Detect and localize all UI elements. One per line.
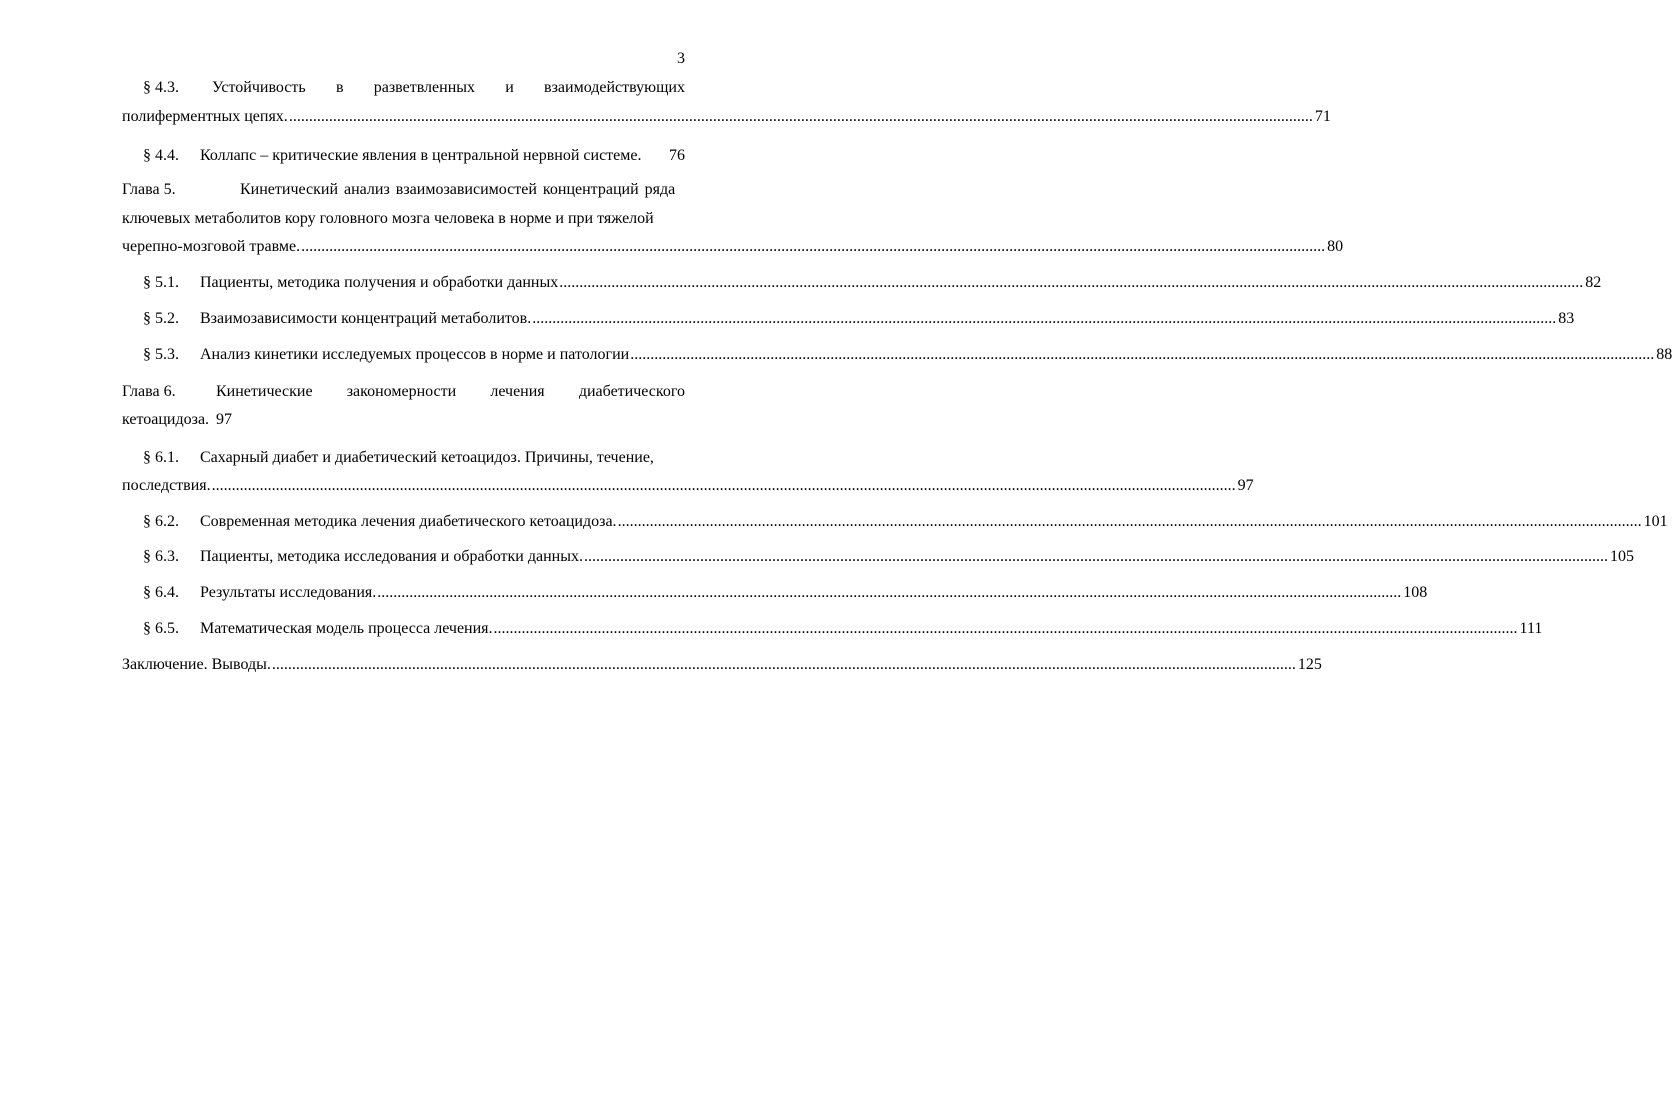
page-ref: 83 [1558,310,1575,327]
title-continuation: полиферментных цепях. [122,108,288,125]
chapter-number: Глава 5. [122,181,176,198]
section-title-line [200,447,685,469]
toc-entry-5-3 [0,344,1672,366]
section-title-line [200,344,1672,366]
dot-leader: ................................................................................................................................................................................................................................................................ [583,548,1608,565]
section-title-line [200,272,1602,294]
section-title: Результаты исследования. [200,584,377,601]
dot-leader: ................................................................................................................................................................................................................................................................ [617,513,1642,530]
page-ref: 101 [1643,513,1668,530]
section-number: § 6.4. [143,584,179,601]
chapter-title-line [240,179,685,201]
page-number: 3 [677,50,685,67]
toc-entry-6-5 [0,618,1543,640]
toc-entry-ch5 [0,179,733,201]
section-title-line [200,546,1634,568]
section-number: § 6.2. [143,513,179,530]
section-title: Современная методика лечения диабетического кетоацидоза. [200,513,617,530]
dot-leader: ................................................................................................................................................................................................................................................................ [532,310,1557,327]
section-number: § 5.3. [143,346,179,363]
toc-entry-6-2 [0,511,1668,533]
chapter-title-continuation: ключевых метаболитов кору головного мозга человека в норме и при тяжелой [122,210,654,227]
title-word: взаимодействующих [544,79,685,96]
section-title-line [200,618,1543,640]
toc-continuation-6-1 [122,475,1254,497]
chapter-title: Кинетический анализ взаимозависимостей концентраций ряда [240,181,676,198]
toc-entry-4-3 [0,77,733,99]
page-ref: 111 [1519,620,1543,637]
dot-leader: ................................................................................................................................................................................................................................................................ [288,108,1313,125]
toc-continuation-4-3 [122,106,1331,128]
toc-entry-conclusion [122,654,1322,676]
title-word: в [335,79,344,96]
toc-entry-6-4 [0,582,1428,604]
section-title: Математическая модель процесса лечения. [200,620,493,637]
dot-leader: ................................................................................................................................................................................................................................................................ [301,238,1326,255]
section-title: Взаимозависимости концентраций метаболитов. [200,310,532,327]
page-ref: 76 [669,147,685,164]
toc-entry-4-4 [0,145,733,167]
section-number: § 6.1. [143,449,179,466]
title-word: лечения [490,383,545,400]
section-title: Пациенты, методика исследования и обработки данных. [200,548,583,565]
section-number: § 6.3. [143,548,179,565]
page-ref: 97 [216,411,232,428]
title-word: Устойчивость [212,79,306,96]
chapter-title-line [216,381,685,403]
page-ref: 80 [1327,238,1344,255]
section-title: Анализ кинетики исследуемых процессов в норме и патологии [200,346,630,363]
page-ref: 108 [1403,584,1428,601]
section-title-line [212,77,685,99]
title-word: Кинетические [216,383,313,400]
dot-leader: ................................................................................................................................................................................................................................................................ [630,346,1655,363]
section-title: Сахарный диабет и диабетический кетоацидоз. Причины, течение, [200,449,654,466]
title-continuation: последствия. [122,477,211,494]
section-number: § 5.2. [143,310,179,327]
title-continuation: кетоацидоза. [122,411,210,428]
title-word: диабетического [578,383,685,400]
section-title: Коллапс – критические явления в центральной нервной системе. [200,147,642,164]
section-title-line [200,511,1668,533]
section-number: § 4.3. [143,79,179,96]
dot-leader: ................................................................................................................................................................................................................................................................ [493,620,1518,637]
section-title-line [200,308,1575,330]
section-title-line [200,582,1428,604]
toc-entry-6-3 [0,546,1634,568]
section-number: § 4.4. [143,147,179,164]
page-ref: 97 [1237,477,1254,494]
page-ref: 125 [1297,656,1322,673]
dot-leader: ................................................................................................................................................................................................................................................................ [211,477,1236,494]
title-word: закономерности [346,383,457,400]
section-title: Пациенты, методика получения и обработки данных [200,274,559,291]
page-ref: 105 [1609,548,1634,565]
dot-leader: ................................................................................................................................................................................................................................................................ [377,584,1402,601]
title-continuation: черепно-мозговой травме. [122,238,301,255]
page-ref: 71 [1314,108,1331,125]
toc-entry-5-1 [0,272,1602,294]
title-word: и [505,79,514,96]
chapter-title-line-2 [0,208,733,230]
title-word: разветвленных [373,79,476,96]
toc-continuation-ch6 [0,409,733,431]
section-title: Заключение. Выводы. [122,656,271,673]
page-ref: 82 [1585,274,1602,291]
dot-leader: ................................................................................................................................................................................................................................................................ [271,656,1296,673]
section-title-line [200,145,685,167]
chapter-number: Глава 6. [122,383,176,400]
toc-entry-6-1 [0,447,733,469]
dot-leader: ................................................................................................................................................................................................................................................................ [559,274,1584,291]
chapter-title-wrap [122,208,685,230]
toc-entry-ch6 [0,381,733,403]
toc-continuation-ch5 [122,236,1344,258]
page-ref: 88 [1656,346,1672,363]
section-number: § 6.5. [143,620,179,637]
section-number: § 5.1. [143,274,179,291]
toc-entry-5-2 [0,308,1575,330]
